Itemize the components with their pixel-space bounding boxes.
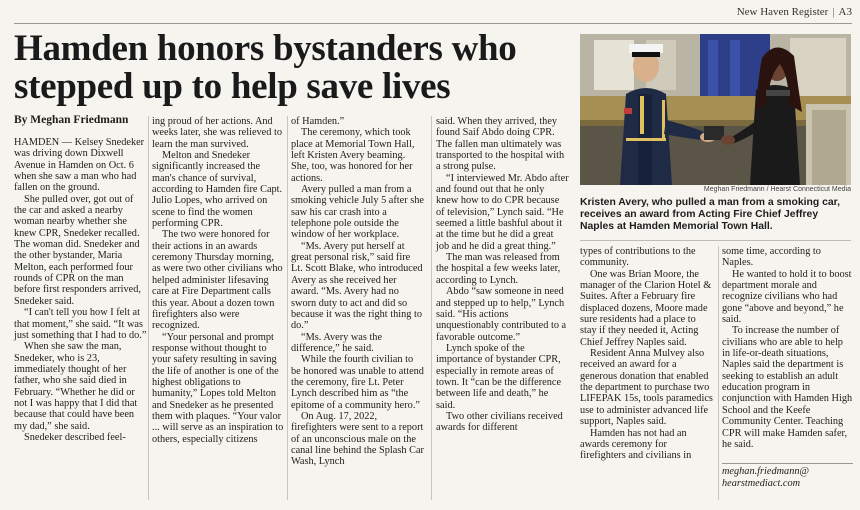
paragraph: types of contributions to the community.: [580, 246, 696, 269]
paragraph: Melton and Snedeker significantly increased the man's chance of survival, according to Hamden fire Capt. Julio Lopes, who arrived on scene to find the women performing CPR.: [152, 150, 283, 230]
paragraph: ing proud of her actions. And weeks later, she was relieved to learn the man survived.: [152, 116, 282, 150]
column-divider: [718, 246, 719, 500]
paragraph: On Aug. 17, 2022, firefighters were sent to a report of an unconscious male on the canal line behind the Splash Car Wash, Lynch: [291, 410, 424, 468]
paragraph: “I can't tell you how I felt at that moment,” she said. “It was just something that I had to do.”: [14, 307, 147, 341]
article-column-4: [436, 116, 569, 434]
page-folio: [737, 6, 852, 18]
article-column-6: [722, 246, 853, 450]
article-column-5: [580, 246, 714, 462]
paragraph: “I interviewed Mr. Abdo after and found out that he only knew how to do CPR because of television,” Lynch said. “He seemed a little bashful about it at the time but he did a great job and he did a great thing.”: [436, 172, 569, 252]
author-email: [722, 466, 853, 490]
photo-caption: Kristen Avery, who pulled a man from a smoking car, receives an award from Acting Fire Chief Jeffrey Naples at Hamden Memorial Town Hall.: [580, 197, 841, 233]
photo-credit: Meghan Friedmann / Hearst Connecticut Media: [703, 186, 851, 193]
paragraph: said. When they arrived, they found Saif Abdo doing CPR. The fallen man ultimately was transported to the hospital with a strong pulse.: [436, 116, 565, 173]
paragraph: Abdo “saw someone in need and stepped up to help,” Lynch said. “His actions unquestionably contributed to a favorable outcome.”: [436, 286, 567, 343]
paragraph: Resident Anna Mulvey also received an award for a generous donation that enabled the department to purchase two LIFEPAK 15s, tools paramedics use to administer advanced life support, Naples said.: [580, 348, 713, 428]
paragraph: Snedeker described feel-: [24, 431, 126, 443]
publication-name: New Haven Register: [736, 6, 829, 18]
paragraph: One was Brian Moore, the manager of the Clarion Hotel & Suites. After a February fire displaced dozens, Moore made sure residents had a place to stay if they needed it, Acting Chief Jeffrey Naples said.: [580, 268, 712, 348]
article-column-2: [152, 116, 285, 445]
caption-rule: [580, 240, 851, 241]
paragraph: “Ms. Avery was the difference,” he said.: [291, 331, 383, 354]
paragraph: of Hamden.”: [291, 116, 345, 127]
paragraph: “Your personal and prompt response without thought to your safety resulting in saving the life of another is one of the highest obligations to humanity,” Lopes told Melton and Snedeker as he presented them with plaques. “Your valor ... will serve as an inspiration to others, especially citizens: [152, 331, 284, 445]
byline: By Meghan Friedmann: [14, 114, 129, 126]
paragraph: “Ms. Avery put herself at great personal risk,” said fire Lt. Scott Blake, who introduced Avery as she received her award. “Ms. Avery had no sworn duty to act and did so because it was the right thing to do.”: [291, 240, 423, 332]
paragraph: Two other civilians received awards for different: [436, 410, 563, 434]
paragraph: The two were honored for their actions in an awards ceremony Thursday morning, as were two other civilians who helped administer lifesaving care at Fire Department calls this year. About a dozen town firefighters also were recognized.: [152, 229, 283, 332]
paragraph: Lynch spoke of the importance of bystander CPR, especially in remote areas of town. It “can be the difference between life and death,” he said.: [436, 342, 562, 411]
paragraph: He wanted to hold it to boost department morale and recognize civilians who had gone “above and beyond,” he said.: [722, 268, 852, 326]
paragraph: When she saw the man, Snedeker, who is 23, immediately thought of her father, who she said died in February. “Whether he did or not I was happy that I did that because that could have been my dad,” she said.: [14, 341, 138, 432]
top-rule: [14, 23, 852, 24]
paragraph: some time, according to Naples.: [722, 246, 821, 269]
paragraph: The ceremony, which took place at Memorial Town Hall, left Kristen Avery beaming. She, too, was honored for her actions.: [291, 127, 415, 184]
ceremony-photo-image: [580, 34, 851, 185]
signature-rule: [722, 463, 853, 464]
headline: Hamden honors bystanders who stepped up to help save lives: [14, 28, 517, 107]
author-email-line-1: meghan.friedmann@: [722, 466, 809, 477]
column-divider: [431, 116, 432, 500]
paragraph: HAMDEN — Kelsey Snedeker was driving down Dixwell Avenue in Hamden on Oct. 6 when she saw a man who had fallen on the ground.: [14, 137, 145, 194]
article-column-1: [14, 137, 147, 443]
folio-separator: |: [832, 6, 835, 18]
column-divider: [287, 116, 288, 500]
paragraph: Avery pulled a man from a smoking vehicle July 5 after she saw his car crash into a telephone pole outside the window of her workplace.: [291, 184, 424, 241]
paragraph: To increase the number of civilians who are able to help in life-or-death situations, Naples said the department is seeking to establish an adult education program in conjunction with Hamden High School and the Keefe Community Center. Teaching CPR will make Hamden safer, he said.: [722, 325, 853, 450]
column-divider: [148, 116, 149, 500]
paragraph: The man was released from the hospital a few weeks later, according to Lynch.: [436, 252, 561, 286]
page-number: A3: [838, 6, 852, 18]
article-column-3: [291, 116, 424, 468]
paragraph: She pulled over, got out of the car and asked a nearby woman nearby whether she knew CPR, Snedeker recalled. The woman did. Snedeker and the other bystander, Maria Melton, each performed four rounds of CPR on the man before first responders arrived, Snedeker said.: [14, 193, 141, 307]
author-email-line-2: hearstmediact.com: [722, 478, 801, 489]
paragraph: While the fourth civilian to be honored was unable to attend the ceremony, fire Lt. Peter Lynch described him as “the epitome of a community hero.”: [291, 354, 424, 411]
paragraph: Hamden has not had an awards ceremony for firefighters and civilians in: [580, 427, 692, 462]
ceremony-photo: [580, 34, 851, 185]
